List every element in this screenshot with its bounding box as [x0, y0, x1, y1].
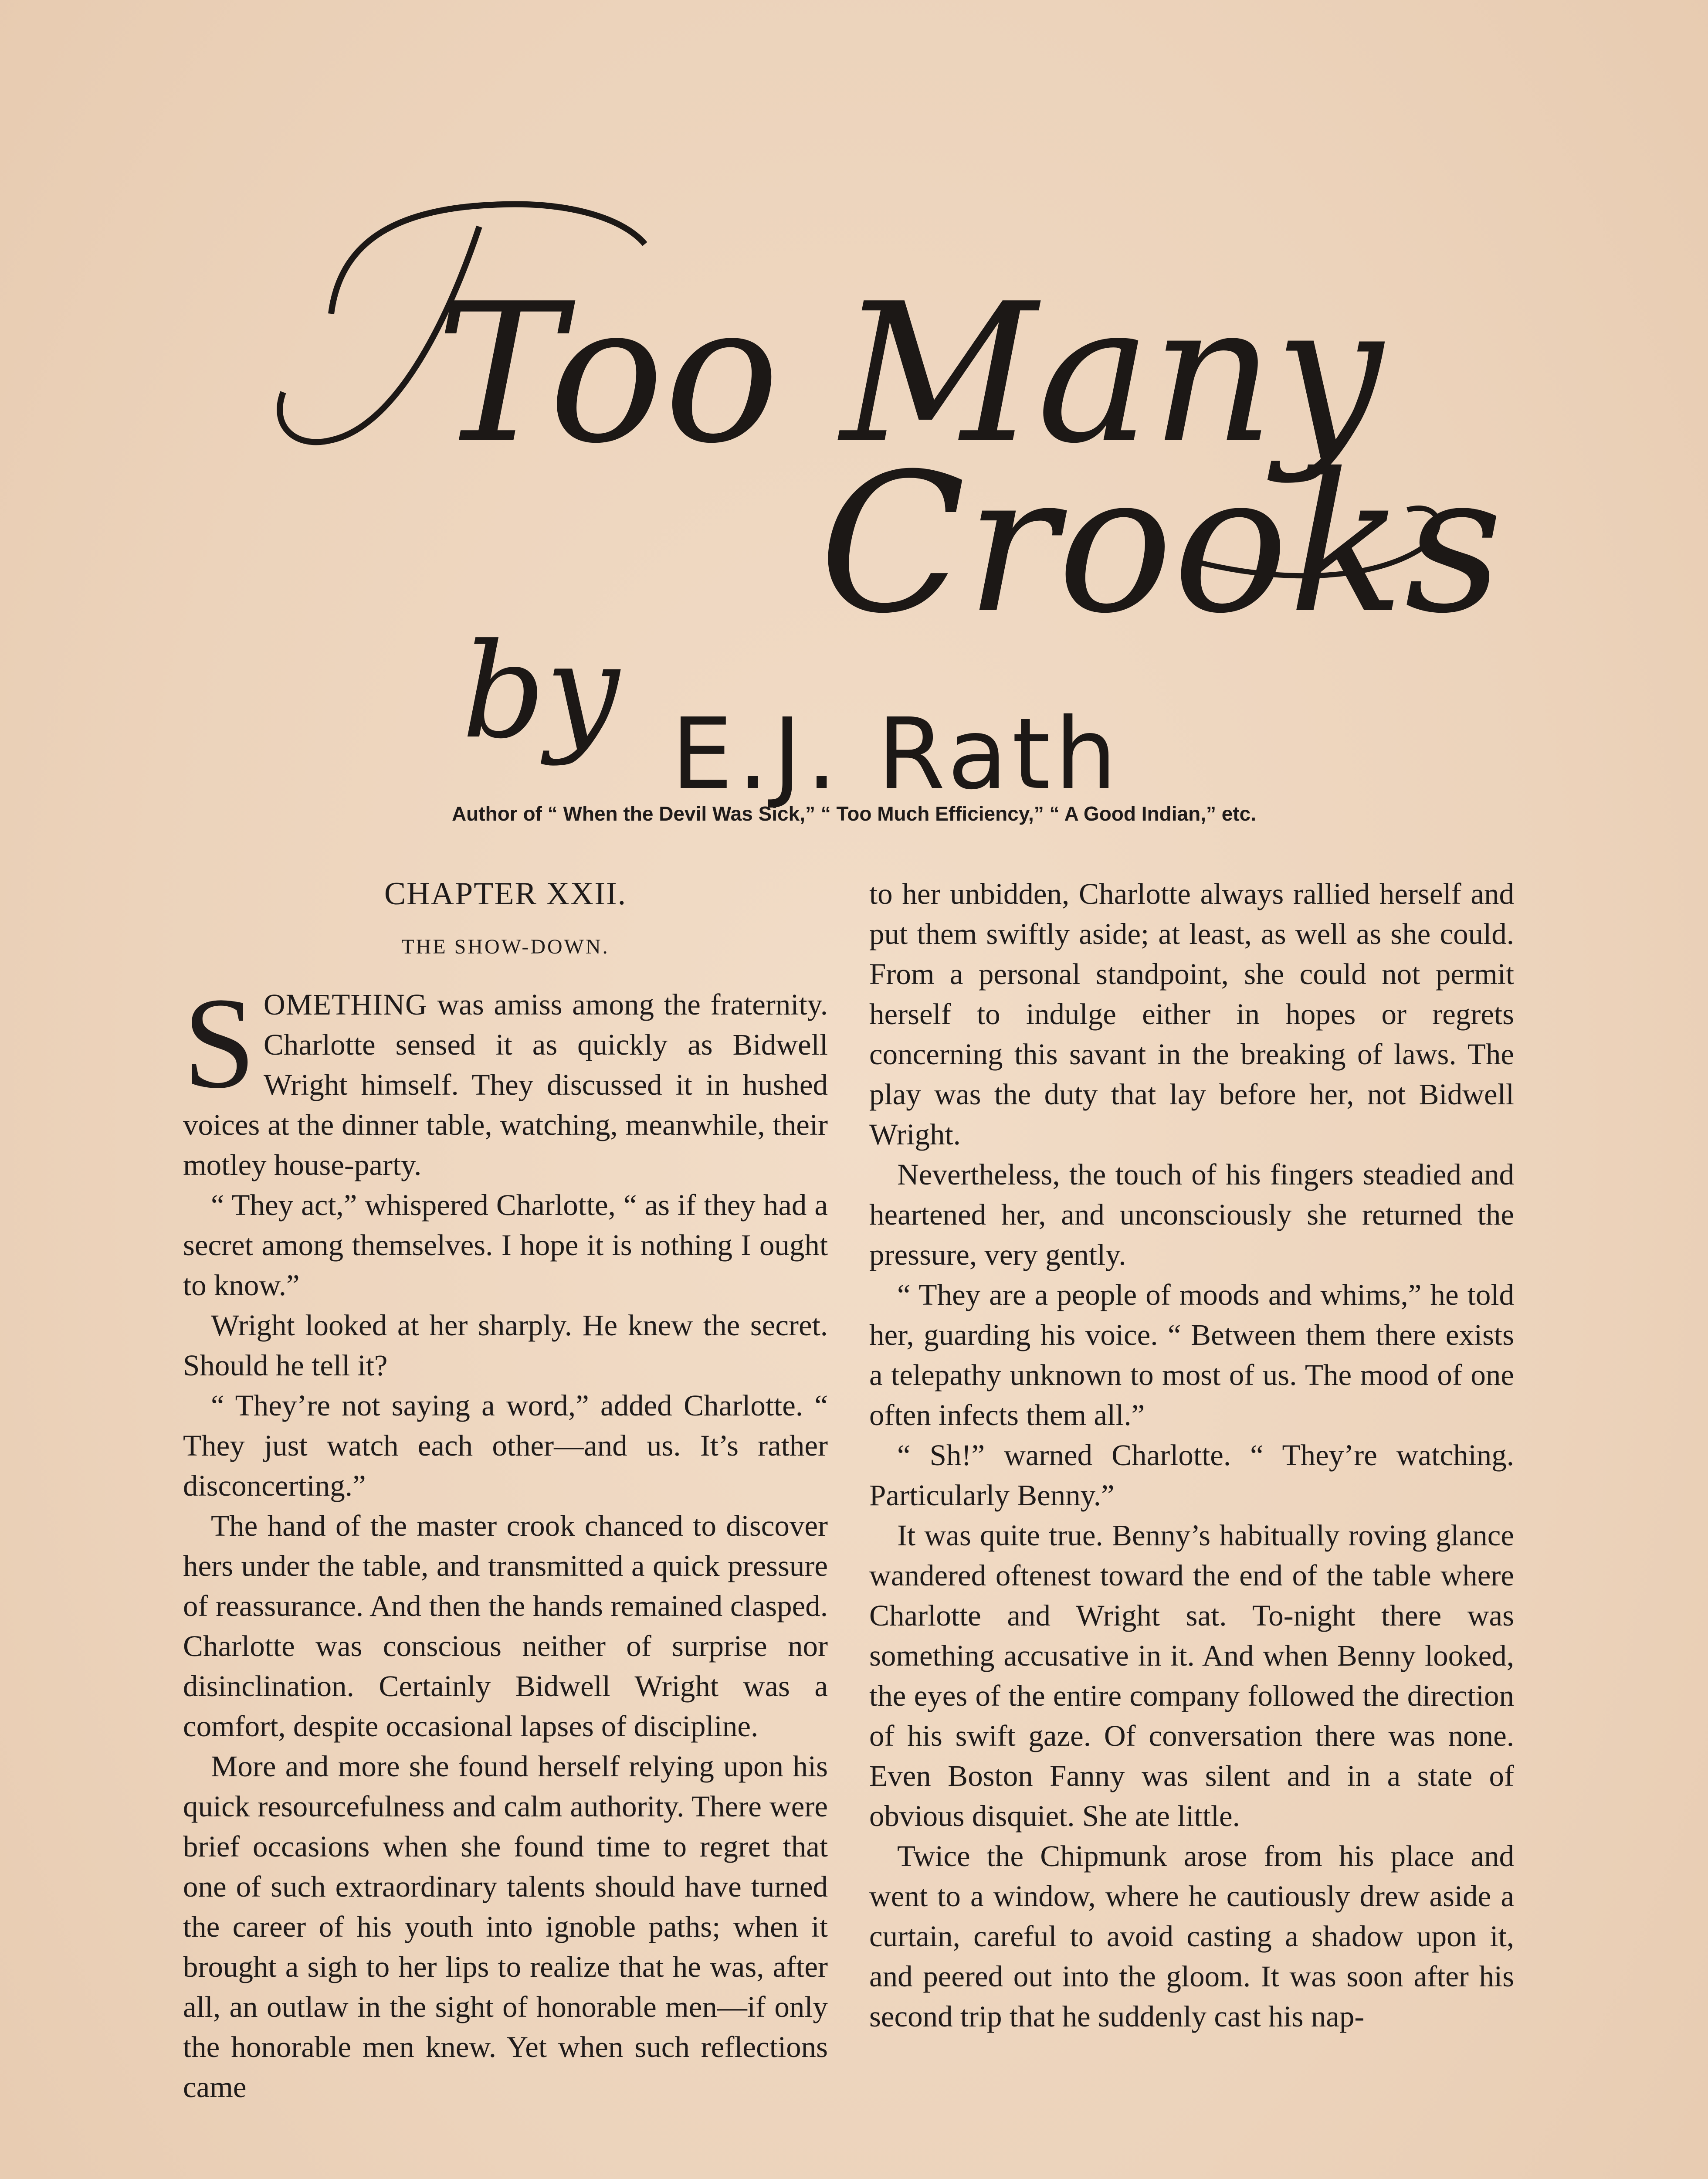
paragraph: Wright looked at her sharply. He knew the secret. Should he tell it? [183, 1309, 828, 1382]
paragraph: It was quite true. Benny’s habitually roving glance wandered oftenest toward the end of the table where Charlotte and Wright sat. To-night there was something accusative in it. And when Benny looked, the eyes of the entire company followed the direction of his swift gaze. Of conversation there was none. Even Boston Fanny was silent and in a state of obvious disquiet. She ate little. [869, 1519, 1514, 1833]
paragraph: Twice the Chipmunk arose from his place and went to a window, where he cautiously drew aside a curtain, careful to avoid casting a shadow upon it, and peered out into the gloom. It was soon after his second trip that he suddenly cast his nap- [869, 1840, 1514, 2033]
paragraph: “ They act,” whispered Charlotte, “ as if they had a secret among themselves. I hope it is nothing I ought to know.” [183, 1188, 828, 1302]
paragraph: “ They are a people of moods and whims,” he told her, guarding his voice. “ Between them there exists a telepathy unknown to most of us. The mood of one often infects them all.” [869, 1278, 1514, 1432]
paragraph: More and more she found herself relying upon his quick resourcefulness and calm authority. There were brief occasions when she found time to regret that one of such extraordinary talents should have turned the career of his youth into ignoble paths; when it brought a sigh to her lips to realize that he was, after all, an outlaw in the sight of honorable men—if only the honorable men knew. Yet when such reflections came [183, 1750, 828, 2104]
paragraph: “ They’re not saying a word,” added Charlotte. “ They just watch each other—and us. It’s rather disconcerting.” [183, 1389, 828, 1502]
paragraph: to her unbidden, Charlotte always rallied herself and put them swiftly aside; at least, as well as she could. From a personal standpoint, she could not permit herself to indulge either in hopes or regrets concerning this savant in the breaking of laws. The play was the duty that lay before her, not Bidwell Wright. [869, 877, 1514, 1151]
paragraph: “ Sh!” warned Charlotte. “ They’re watching. Particularly Benny.” [869, 1439, 1514, 1512]
paragraph-text: was amiss among the fraternity. Charlotte sensed it as quickly as Bidwell Wright himself. They discussed it in hushed voices at the dinner table, watching, meanwhile, their motley house-party. [183, 988, 828, 1181]
paragraph: Nevertheless, the touch of his fingers steadied and heartened her, and unconsciously she returned the pressure, very gently. [869, 1158, 1514, 1271]
paragraph [183, 971, 828, 1185]
left-column [183, 874, 828, 2107]
right-column [869, 874, 1514, 2036]
chapter-name: THE SHOW-DOWN. [401, 935, 610, 958]
title-by: by [462, 615, 620, 767]
title-line-2: Crooks [819, 432, 1503, 655]
opening-caps: OMETHING [263, 988, 427, 1021]
author-name: E.J. Rath [671, 697, 1122, 811]
chapter-number: CHAPTER XXII. [384, 876, 627, 912]
title-line-1: Too Many [436, 262, 1383, 485]
drop-cap: S [183, 971, 256, 1115]
author-credit: Author of “ When the Devil Was Sick,” “ Too Much Efficiency,” “ A Good Indian,” etc. [451, 802, 1257, 825]
paragraph: The hand of the master crook chanced to discover hers under the table, and transmitted a quick pressure of reassurance. And then the hands remained clasped. Charlotte was conscious neither of surprise nor disinclination. Certainly Bidwell Wright was a comfort, despite occasional lapses of discipline. [183, 1509, 828, 1743]
